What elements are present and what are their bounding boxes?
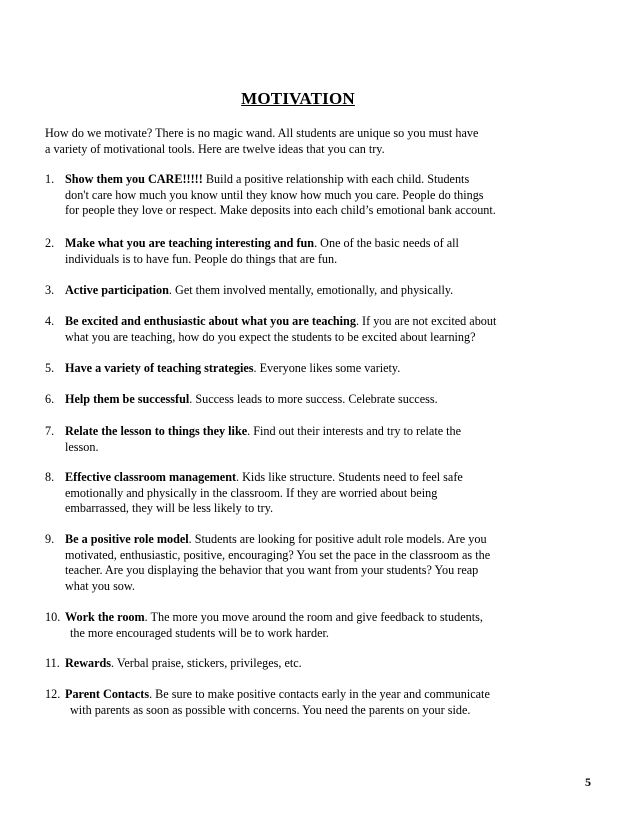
item-label: Show them you CARE!!!!! (65, 172, 203, 186)
item-label: Rewards (65, 656, 112, 670)
item-number: 5. (45, 361, 55, 375)
item-text: emotionally and physically in the classroom. If they are worried about being (65, 485, 438, 500)
item-text: . One of the basic needs of all (314, 236, 459, 250)
intro-paragraph (45, 126, 555, 157)
item-number: 1. (45, 172, 55, 186)
item-text: what you are teaching, how do you expect the students to be excited about learning? (65, 329, 476, 344)
item-label: Relate the lesson to things they like (65, 424, 248, 438)
item-number: 11. (45, 656, 60, 670)
item-label: Work the room (65, 610, 145, 624)
item-text: . Kids like structure. Students need to feel safe (236, 470, 463, 484)
item-text: don't care how much you know until they know how much you care. People do things (65, 187, 484, 202)
item-text: for people they love or respect. Make deposits into each child’s emotional bank account. (65, 203, 496, 217)
item-text: teacher. Are you displaying the behavior that you want from your students? You reap (65, 563, 479, 577)
item-number: 8. (45, 470, 55, 484)
item-text: . Success leads to more success. Celebrate success. (189, 392, 438, 406)
list-item (45, 172, 560, 219)
item-text: . Verbal praise, stickers, privileges, etc. (111, 656, 302, 670)
item-label: Effective classroom management (65, 470, 237, 484)
list-item (45, 361, 560, 377)
item-label: Be a positive role model (65, 532, 189, 546)
item-label: Have a variety of teaching strategies (65, 361, 254, 375)
item-number: 10. (45, 610, 61, 624)
item-number: 6. (45, 392, 55, 406)
item-number: 9. (45, 532, 55, 546)
item-text: . Get them involved mentally, emotionally, and physically. (168, 283, 454, 297)
list-item (45, 687, 560, 718)
list-item (45, 314, 560, 345)
item-label: Be excited and enthusiastic about what you are teaching (65, 314, 356, 328)
item-text: . Everyone likes some variety. (253, 361, 401, 375)
item-text: individuals is to have fun. People do things that are fun. (65, 251, 338, 266)
item-number: 7. (45, 424, 55, 438)
item-text: the more encouraged students will be to work harder. (70, 625, 329, 640)
intro-line: a variety of motivational tools. Here are twelve ideas that you can try. (45, 141, 385, 156)
item-text: lesson. (65, 439, 99, 454)
item-label: Parent Contacts (65, 687, 150, 701)
item-label: Active participation (65, 283, 169, 297)
page-number: 5 (585, 775, 591, 789)
item-label: Make what you are teaching interesting and fun (65, 236, 315, 250)
item-text: . Students are looking for positive adult role models. Are you (188, 532, 487, 546)
item-number: 3. (45, 283, 55, 297)
item-text: . If you are not excited about (355, 314, 497, 328)
list-item (45, 656, 560, 672)
list-item (45, 236, 560, 267)
list-item (45, 532, 560, 594)
item-label: Help them be successful (65, 392, 190, 406)
list-item (45, 392, 560, 408)
item-number: 2. (45, 236, 55, 250)
list-item (45, 470, 560, 517)
item-text: what you sow. (65, 578, 135, 593)
page-title: MOTIVATION (241, 89, 355, 108)
item-number: 4. (45, 314, 55, 328)
item-text: . The more you move around the room and give feedback to students, (144, 610, 483, 624)
intro-line: How do we motivate? There is no magic wand. All students are unique so you must have (45, 126, 479, 140)
item-text: . Find out their interests and try to relate the (247, 424, 462, 438)
item-text: motivated, enthusiastic, positive, encouraging? You set the pace in the classroom as the (65, 547, 491, 562)
list-item (45, 283, 560, 299)
item-text: . Be sure to make positive contacts early in the year and communicate (149, 687, 490, 701)
item-number: 12. (45, 687, 61, 701)
item-text: with parents as soon as possible with concerns. You need the parents on your side. (70, 702, 471, 717)
list-item (45, 424, 560, 455)
item-text: Build a positive relationship with each child. Students (202, 172, 470, 186)
item-text: embarrassed, they will be less likely to try. (65, 501, 274, 515)
list-item (45, 610, 560, 641)
